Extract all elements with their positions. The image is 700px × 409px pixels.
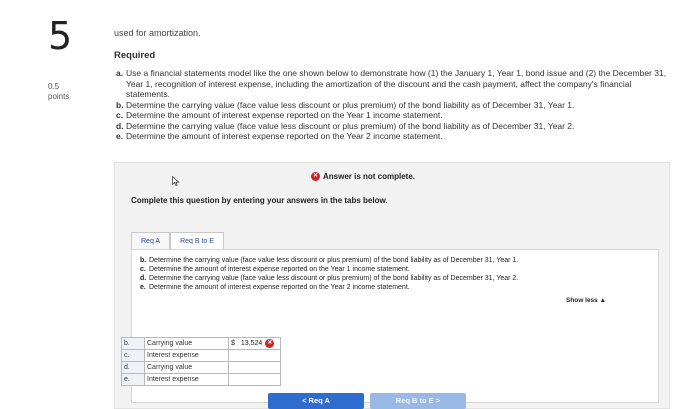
requirement-item: a. Use a financial statements model like the one shown below to demonstrate how (1) the January 1, Year 1, bond issue and (2) the December 31, Year 1, recognition of interest expense, including the amortization of the discount and the cash payment, affect the company's financial statements. — [116, 68, 667, 99]
question-number: 5 — [48, 14, 73, 58]
interest-expense-year2-input[interactable] — [229, 374, 281, 386]
table-row — [122, 350, 281, 362]
answer-status — [311, 172, 415, 181]
tab-requirement-item: b. Determine the carrying value (face value less discount or plus premium) of the bond liability as of December 31, Year 1. — [140, 257, 519, 264]
table-row — [122, 362, 281, 374]
status-text: Answer is not complete. — [323, 172, 416, 181]
tab-req-b-to-e[interactable]: Req B to E — [170, 232, 224, 250]
requirement-item: c. Determine the amount of interest expense reported on the Year 1 income statement. — [116, 110, 443, 120]
intro-text: used for amortization. — [114, 28, 201, 38]
interest-expense-year1-input[interactable] — [229, 350, 281, 362]
answer-value: 13,524 — [240, 340, 263, 347]
table-row — [122, 338, 281, 350]
requirements-list — [116, 68, 676, 142]
row-letter: e. — [122, 374, 145, 386]
required-heading: Required — [114, 50, 156, 61]
instruction-text: Complete this question by entering your answers in the tabs below. — [131, 196, 388, 205]
row-letter: c. — [122, 350, 145, 362]
prev-req-a-button[interactable]: < Req A — [268, 393, 364, 409]
row-letter: d. — [122, 362, 145, 374]
error-icon: ✕ — [312, 173, 319, 179]
points-value: 0.5 — [48, 82, 60, 91]
requirement-tabs — [131, 232, 224, 250]
row-label: Carrying value — [145, 338, 229, 350]
requirement-item: b. Determine the carrying value (face value less discount or plus premium) of the bond liability as of December 31, Year 1. — [116, 99, 575, 110]
currency-symbol: $ — [231, 340, 235, 347]
requirement-item: d. Determine the carrying value (face value less discount or plus premium) of the bond liability as of December 31, Year 2. — [116, 120, 575, 131]
carrying-value-year1-input[interactable] — [229, 338, 281, 350]
tab-requirement-item: e. Determine the amount of interest expense reported on the Year 2 income statement. — [140, 284, 410, 291]
next-req-b-to-e-button[interactable]: Req B to E > — [370, 393, 466, 409]
table-row — [122, 374, 281, 386]
carrying-value-year2-input[interactable] — [229, 362, 281, 374]
points-label: points — [48, 92, 70, 101]
tab-requirement-item: c. Determine the amount of interest expense reported on the Year 1 income statement. — [140, 266, 410, 273]
points-info — [48, 82, 69, 102]
show-less-toggle[interactable]: Show less ▲ — [566, 297, 607, 304]
incorrect-icon: ✕ — [267, 340, 273, 346]
row-letter: b. — [122, 338, 145, 350]
requirement-item: e. Determine the amount of interest expense reported on the Year 2 income statement. — [116, 131, 443, 141]
tab-req-a[interactable]: Req A — [131, 232, 170, 250]
tab-requirements-list — [140, 256, 518, 292]
mouse-cursor-icon — [172, 176, 180, 186]
answer-table — [121, 337, 281, 386]
tab-requirement-item: d. Determine the carrying value (face value less discount or plus premium) of the bond liability as of December 31, Year 2. — [140, 275, 519, 282]
row-label: Interest expense — [145, 374, 229, 386]
row-label: Carrying value — [145, 362, 229, 374]
row-label: Interest expense — [145, 350, 229, 362]
